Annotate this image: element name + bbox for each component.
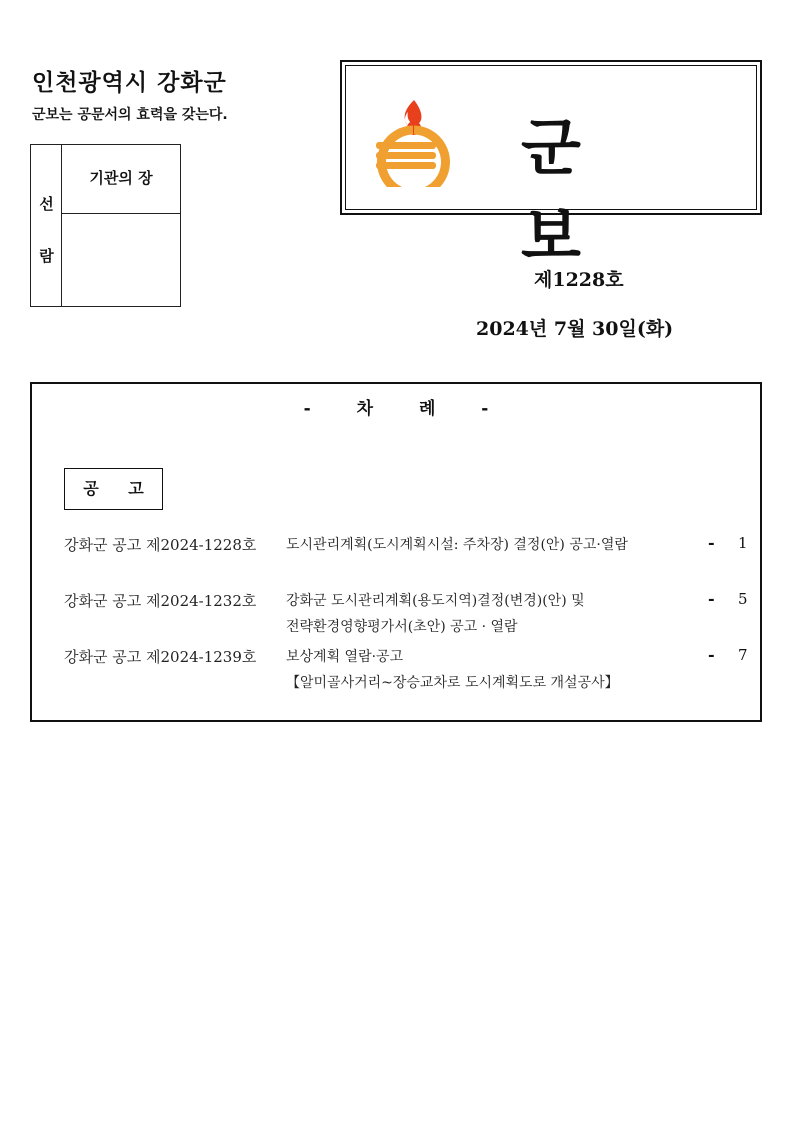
org-name: 인천광역시 강화군 (32, 70, 227, 96)
reading-approval-box (30, 144, 181, 307)
banner-title: 군보 (521, 111, 661, 273)
banner-inner-frame (345, 65, 757, 273)
page-dash: - (708, 533, 715, 552)
page-number: 1 (738, 534, 748, 552)
notice-number: 강화군 공고 제2024-1232호 (64, 592, 257, 610)
column-header: 기관의 장 (89, 169, 153, 187)
notice-number: 강화군 공고 제2024-1239호 (64, 648, 257, 666)
row-divider (62, 213, 180, 214)
table-of-contents (30, 382, 762, 722)
page-number: 7 (738, 646, 748, 664)
side-label-1: 선 (39, 195, 54, 213)
notice-title: 보상계획 열람·공고 (286, 649, 404, 665)
issue-date: 2024년 7월 30일(화) (476, 318, 674, 340)
notice-title: 강화군 도시관리계획(용도지역)결정(변경)(안) 및 (286, 593, 585, 609)
bulletin-subtitle: 군보는 공문서의 효력을 갖는다. (32, 107, 228, 123)
page-dash: - (708, 589, 715, 608)
notice-title: 도시관리계획(도시계획시설: 주차장) 결정(안) 공고·열람 (286, 537, 628, 553)
gangwha-emblem-icon (374, 92, 454, 187)
side-label-2: 람 (39, 247, 54, 265)
bulletin-banner (340, 60, 762, 273)
toc-title: - 차 례 - (303, 399, 489, 419)
reading-side-column (31, 145, 62, 306)
notice-number: 강화군 공고 제2024-1228호 (64, 536, 257, 554)
issue-number: 제1228호 (534, 269, 624, 291)
page-dash: - (708, 645, 715, 664)
notice-title-line2: 전략환경영향평가서(초안) 공고 · 열람 (286, 619, 518, 635)
section-label: 공 고 (64, 468, 163, 510)
notice-title-line2: 【알미골사거리~장승교차로 도시계획도로 개설공사】 (286, 675, 619, 691)
page-number: 5 (738, 590, 748, 608)
